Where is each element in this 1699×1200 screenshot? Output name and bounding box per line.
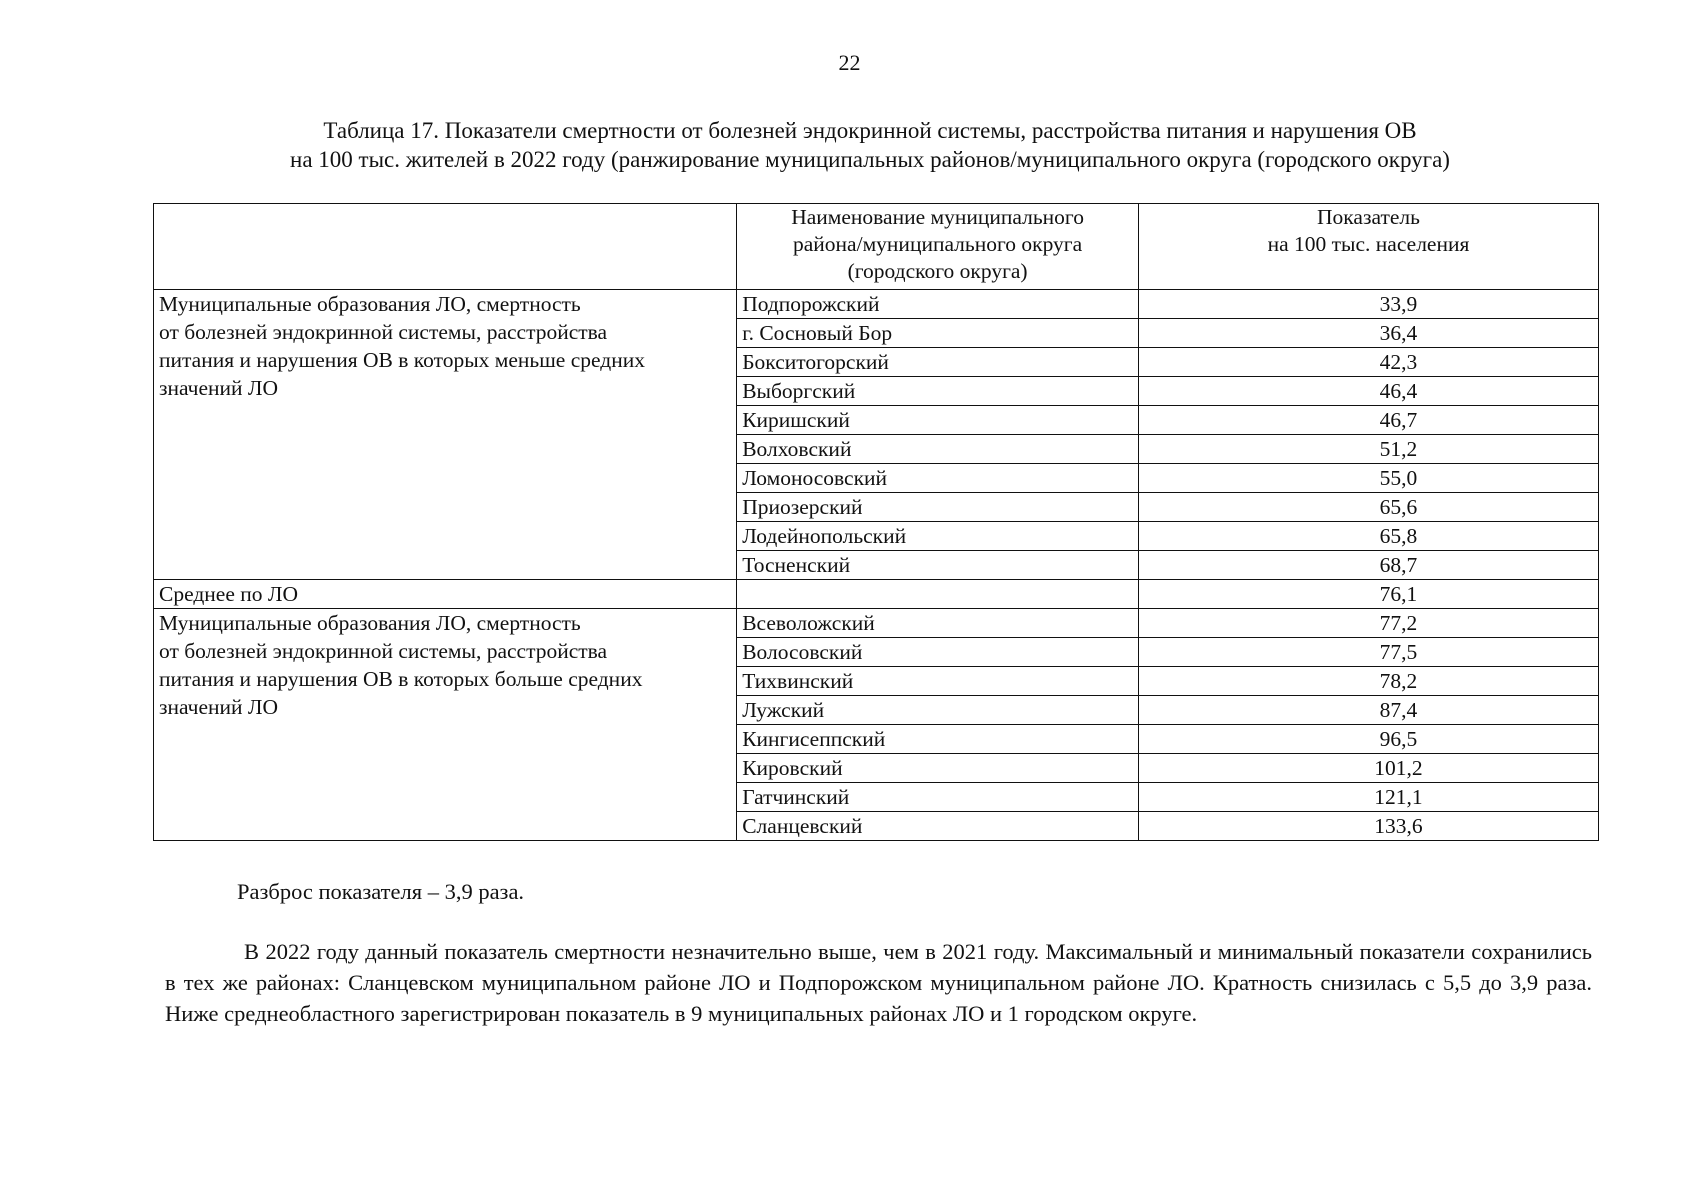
district-name-cell: Выборгский	[737, 377, 1139, 406]
indicator-value-cell	[1138, 406, 1598, 435]
group-above-average-label-line-4: значений ЛО	[159, 695, 279, 719]
header-district-name-line-3: (городского округа)	[847, 259, 1028, 283]
header-indicator-line-2: на 100 тыс. населения	[1267, 232, 1470, 256]
group-below-average-label-line-3: питания и нарушения ОВ в которых меньше средних	[159, 348, 645, 372]
district-name-cell: Бокситогорский	[737, 348, 1139, 377]
indicator-value: 46,4	[1379, 379, 1418, 403]
indicator-value-cell	[1138, 551, 1598, 580]
district-name-cell: Всеволожский	[737, 609, 1139, 638]
indicator-value: 51,2	[1379, 437, 1418, 461]
body-paragraph: В 2022 году данный показатель смертности незначительно выше, чем в 2021 году. Максимальный и минимальный показатели сохранились в тех же районах: Сланцевском муниципальном районе ЛО и Подпорожском муниципальном районе ЛО. Кратность снизилась с 5,5 до 3,9 раза. Ниже среднеобластного зарегистрирован показатель в 9 муниципальных районах ЛО и 1 городском округе.	[165, 939, 1592, 1026]
district-name-cell: Волховский	[737, 435, 1139, 464]
header-district-name	[737, 204, 1139, 290]
average-value-cell	[1138, 580, 1598, 609]
group-above-average-label-line-3: питания и нарушения ОВ в которых больше средних	[159, 667, 643, 691]
indicator-value: 77,2	[1379, 611, 1418, 635]
district-name-cell: Лужский	[737, 696, 1139, 725]
district-name-cell: Лодейнопольский	[737, 522, 1139, 551]
spread-text: Разброс показателя – 3,9 раза.	[237, 879, 525, 904]
group-below-average-label-line-1: Муниципальные образования ЛО, смертность	[159, 292, 581, 316]
indicator-value: 87,4	[1379, 698, 1418, 722]
indicator-value-cell	[1138, 290, 1598, 319]
table-caption-line-1: Таблица 17. Показатели смертности от болезней эндокринной системы, расстройства питания и нарушения ОВ	[323, 118, 1417, 143]
average-label: Среднее по ЛО	[154, 580, 737, 609]
average-district-cell	[737, 580, 1139, 609]
indicator-value-cell	[1138, 464, 1598, 493]
indicator-value-cell	[1138, 609, 1598, 638]
district-name-cell: Киришский	[737, 406, 1139, 435]
district-name-cell: Волосовский	[737, 638, 1139, 667]
indicator-value: 68,7	[1379, 553, 1418, 577]
indicator-value: 65,8	[1379, 524, 1418, 548]
average-row	[154, 580, 1599, 609]
header-district-name-line-1: Наименование муниципального	[791, 205, 1084, 229]
indicator-value-cell	[1138, 667, 1598, 696]
indicator-value: 121,1	[1374, 785, 1423, 809]
group-below-average-label-line-2: от болезней эндокринной системы, расстройства	[159, 320, 608, 344]
page-number: 22	[838, 50, 861, 75]
average-value: 76,1	[1379, 582, 1418, 606]
indicator-value-cell	[1138, 638, 1598, 667]
indicator-value: 101,2	[1374, 756, 1423, 780]
header-district-name-line-2: района/муниципального округа	[793, 232, 1083, 256]
group-above-average-label-line-2: от болезней эндокринной системы, расстройства	[159, 639, 608, 663]
district-name-cell: Ломоносовский	[737, 464, 1139, 493]
district-name-cell: Кингисеппский	[737, 725, 1139, 754]
header-indicator-line-1: Показатель	[1317, 205, 1420, 229]
indicator-value: 78,2	[1379, 669, 1418, 693]
table-caption	[150, 116, 1590, 174]
indicator-value: 42,3	[1379, 350, 1418, 374]
indicator-value: 46,7	[1379, 408, 1418, 432]
indicator-value: 77,5	[1379, 640, 1418, 664]
district-name-cell: г. Сосновый Бор	[737, 319, 1139, 348]
indicator-value-cell	[1138, 812, 1598, 841]
mortality-table	[153, 203, 1599, 841]
indicator-value: 36,4	[1379, 321, 1418, 345]
indicator-value: 55,0	[1379, 466, 1418, 490]
district-name-cell: Тихвинский	[737, 667, 1139, 696]
table-caption-line-2: на 100 тыс. жителей в 2022 году (ранжирование муниципальных районов/муниципального округа (городского округа)	[290, 147, 1450, 172]
indicator-value-cell	[1138, 783, 1598, 812]
group-above-average-label-line-1: Муниципальные образования ЛО, смертность	[159, 611, 581, 635]
table-row	[154, 609, 1599, 638]
indicator-value-cell	[1138, 377, 1598, 406]
district-name-cell: Кировский	[737, 754, 1139, 783]
indicator-value: 65,6	[1379, 495, 1418, 519]
header-indicator	[1138, 204, 1598, 290]
indicator-value-cell	[1138, 348, 1598, 377]
group-below-average-label	[154, 290, 737, 580]
group-below-average-label-line-4: значений ЛО	[159, 376, 279, 400]
table-header-row	[154, 204, 1599, 290]
table-row	[154, 290, 1599, 319]
group-above-average-label	[154, 609, 737, 841]
indicator-value-cell	[1138, 696, 1598, 725]
indicator-value-cell	[1138, 754, 1598, 783]
district-name-cell: Гатчинский	[737, 783, 1139, 812]
indicator-value-cell	[1138, 435, 1598, 464]
district-name-cell: Подпорожский	[737, 290, 1139, 319]
district-name-cell: Тосненский	[737, 551, 1139, 580]
indicator-value: 96,5	[1379, 727, 1418, 751]
indicator-value: 33,9	[1379, 292, 1418, 316]
header-empty-cell	[154, 204, 737, 290]
indicator-value: 133,6	[1374, 814, 1423, 838]
district-name-cell: Приозерский	[737, 493, 1139, 522]
indicator-value-cell	[1138, 319, 1598, 348]
indicator-value-cell	[1138, 725, 1598, 754]
indicator-value-cell	[1138, 522, 1598, 551]
indicator-value-cell	[1138, 493, 1598, 522]
district-name-cell: Сланцевский	[737, 812, 1139, 841]
